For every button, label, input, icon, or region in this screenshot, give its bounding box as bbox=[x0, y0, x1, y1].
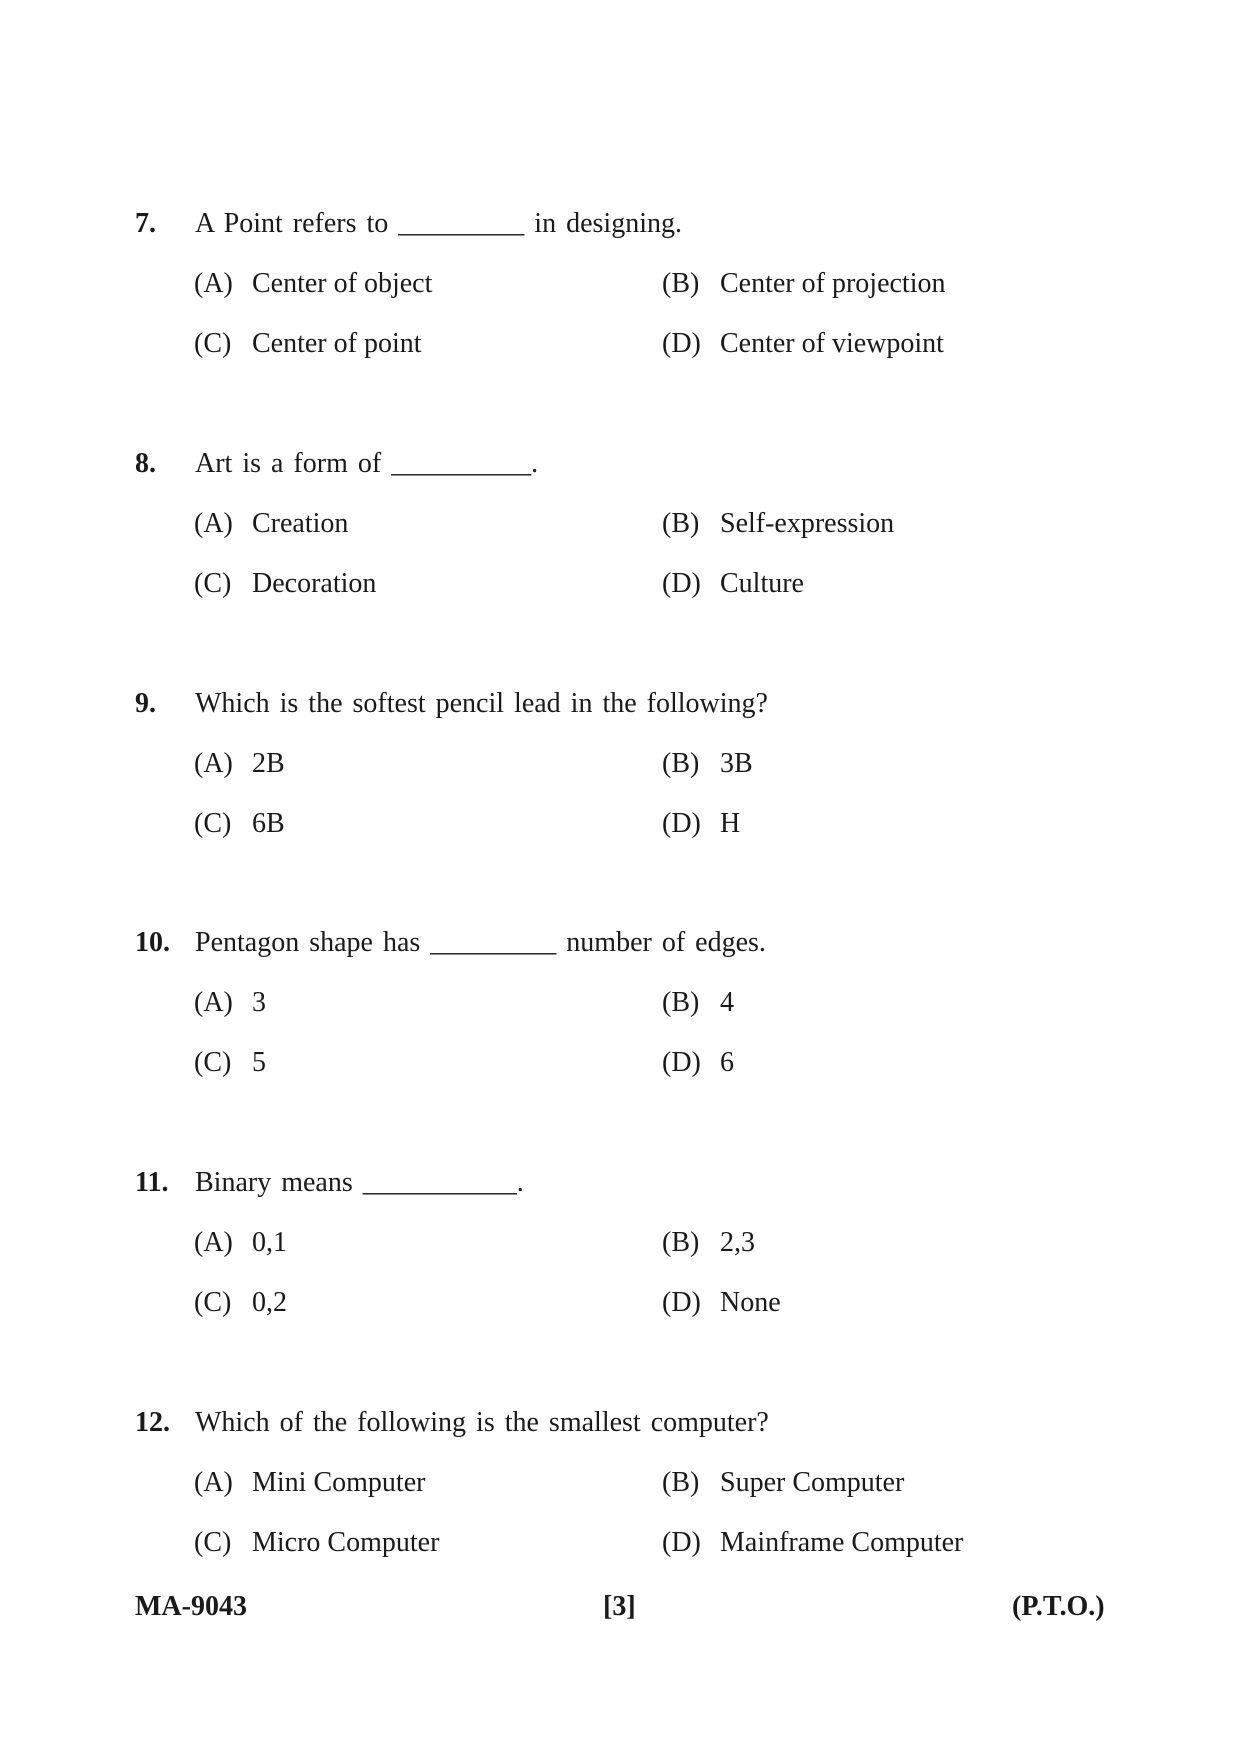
option-d bbox=[662, 564, 804, 604]
option-d bbox=[662, 324, 944, 364]
question-number: 9. bbox=[135, 688, 156, 719]
option-c bbox=[194, 324, 422, 364]
option-text: 5 bbox=[252, 1047, 266, 1078]
option-label: (C) bbox=[194, 1047, 232, 1078]
paper-code: MA-9043 bbox=[135, 1591, 247, 1622]
question-number: 10. bbox=[135, 927, 170, 958]
option-label: (C) bbox=[194, 568, 232, 599]
question-number: 8. bbox=[135, 448, 156, 479]
option-label: (D) bbox=[662, 1527, 701, 1558]
option-text: 2B bbox=[252, 748, 285, 779]
option-text: Mini Computer bbox=[252, 1467, 426, 1498]
option-a bbox=[194, 1463, 425, 1503]
question-text: Art is a form of __________. bbox=[195, 448, 539, 479]
option-text: Creation bbox=[252, 508, 349, 539]
option-text: 6B bbox=[252, 808, 285, 839]
question-number: 7. bbox=[135, 208, 156, 239]
option-label: (C) bbox=[194, 328, 232, 359]
question-number: 12. bbox=[135, 1407, 170, 1438]
option-a bbox=[194, 504, 348, 544]
option-d bbox=[662, 1283, 781, 1323]
option-label: (C) bbox=[194, 1527, 232, 1558]
option-label: (A) bbox=[194, 1467, 233, 1498]
option-b bbox=[662, 264, 945, 304]
option-b bbox=[662, 983, 734, 1023]
option-label: (B) bbox=[662, 748, 700, 779]
option-text: Mainframe Computer bbox=[720, 1527, 964, 1558]
option-label: (A) bbox=[194, 268, 233, 299]
question-9 bbox=[135, 684, 1115, 844]
option-text: Center of projection bbox=[720, 268, 946, 299]
option-label: (A) bbox=[194, 748, 233, 779]
page-number: [3] bbox=[603, 1591, 636, 1622]
option-text: 0,1 bbox=[252, 1227, 287, 1258]
question-10 bbox=[135, 923, 1115, 1083]
option-label: (B) bbox=[662, 508, 700, 539]
option-c bbox=[194, 804, 285, 844]
option-label: (D) bbox=[662, 1047, 701, 1078]
option-text: Self-expression bbox=[720, 508, 895, 539]
option-c bbox=[194, 1523, 439, 1563]
option-label: (D) bbox=[662, 328, 701, 359]
option-text: 4 bbox=[720, 987, 734, 1018]
option-text: 2,3 bbox=[720, 1227, 755, 1258]
option-label: (B) bbox=[662, 1227, 700, 1258]
question-text: A Point refers to _________ in designing. bbox=[195, 208, 682, 239]
option-c bbox=[194, 564, 376, 604]
option-text: Culture bbox=[720, 568, 804, 599]
question-text: Pentagon shape has _________ number of edges. bbox=[195, 927, 766, 958]
option-d bbox=[662, 1523, 963, 1563]
question-text: Which is the softest pencil lead in the following? bbox=[195, 688, 768, 719]
page-footer bbox=[0, 1587, 1241, 1627]
question-7 bbox=[135, 204, 1115, 364]
option-text: None bbox=[720, 1287, 781, 1318]
question-12 bbox=[135, 1403, 1115, 1563]
option-label: (C) bbox=[194, 1287, 232, 1318]
option-d bbox=[662, 1043, 734, 1083]
option-b bbox=[662, 504, 894, 544]
option-text: Super Computer bbox=[720, 1467, 905, 1498]
option-text: Decoration bbox=[252, 568, 377, 599]
option-text: 3B bbox=[720, 748, 753, 779]
option-label: (B) bbox=[662, 1467, 700, 1498]
option-label: (B) bbox=[662, 987, 700, 1018]
question-8 bbox=[135, 444, 1115, 604]
option-label: (A) bbox=[194, 508, 233, 539]
option-label: (A) bbox=[194, 1227, 233, 1258]
option-text: H bbox=[720, 808, 741, 839]
option-text: Micro Computer bbox=[252, 1527, 440, 1558]
option-c bbox=[194, 1043, 266, 1083]
option-b bbox=[662, 744, 753, 784]
option-text: 6 bbox=[720, 1047, 734, 1078]
option-text: Center of object bbox=[252, 268, 433, 299]
option-a bbox=[194, 983, 266, 1023]
option-label: (D) bbox=[662, 568, 701, 599]
option-c bbox=[194, 1283, 287, 1323]
please-turn-over: (P.T.O.) bbox=[1012, 1591, 1105, 1622]
option-b bbox=[662, 1463, 904, 1503]
option-label: (D) bbox=[662, 1287, 701, 1318]
option-a bbox=[194, 1223, 287, 1263]
option-b bbox=[662, 1223, 755, 1263]
option-a bbox=[194, 264, 432, 304]
option-text: 0,2 bbox=[252, 1287, 287, 1318]
question-text: Binary means ___________. bbox=[195, 1167, 524, 1198]
option-label: (C) bbox=[194, 808, 232, 839]
option-text: Center of viewpoint bbox=[720, 328, 944, 359]
option-label: (B) bbox=[662, 268, 700, 299]
option-label: (A) bbox=[194, 987, 233, 1018]
option-a bbox=[194, 744, 285, 784]
option-text: 3 bbox=[252, 987, 266, 1018]
option-label: (D) bbox=[662, 808, 701, 839]
option-d bbox=[662, 804, 740, 844]
question-text: Which of the following is the smallest computer? bbox=[195, 1407, 769, 1438]
question-number: 11. bbox=[135, 1167, 169, 1198]
option-text: Center of point bbox=[252, 328, 422, 359]
question-11 bbox=[135, 1163, 1115, 1323]
